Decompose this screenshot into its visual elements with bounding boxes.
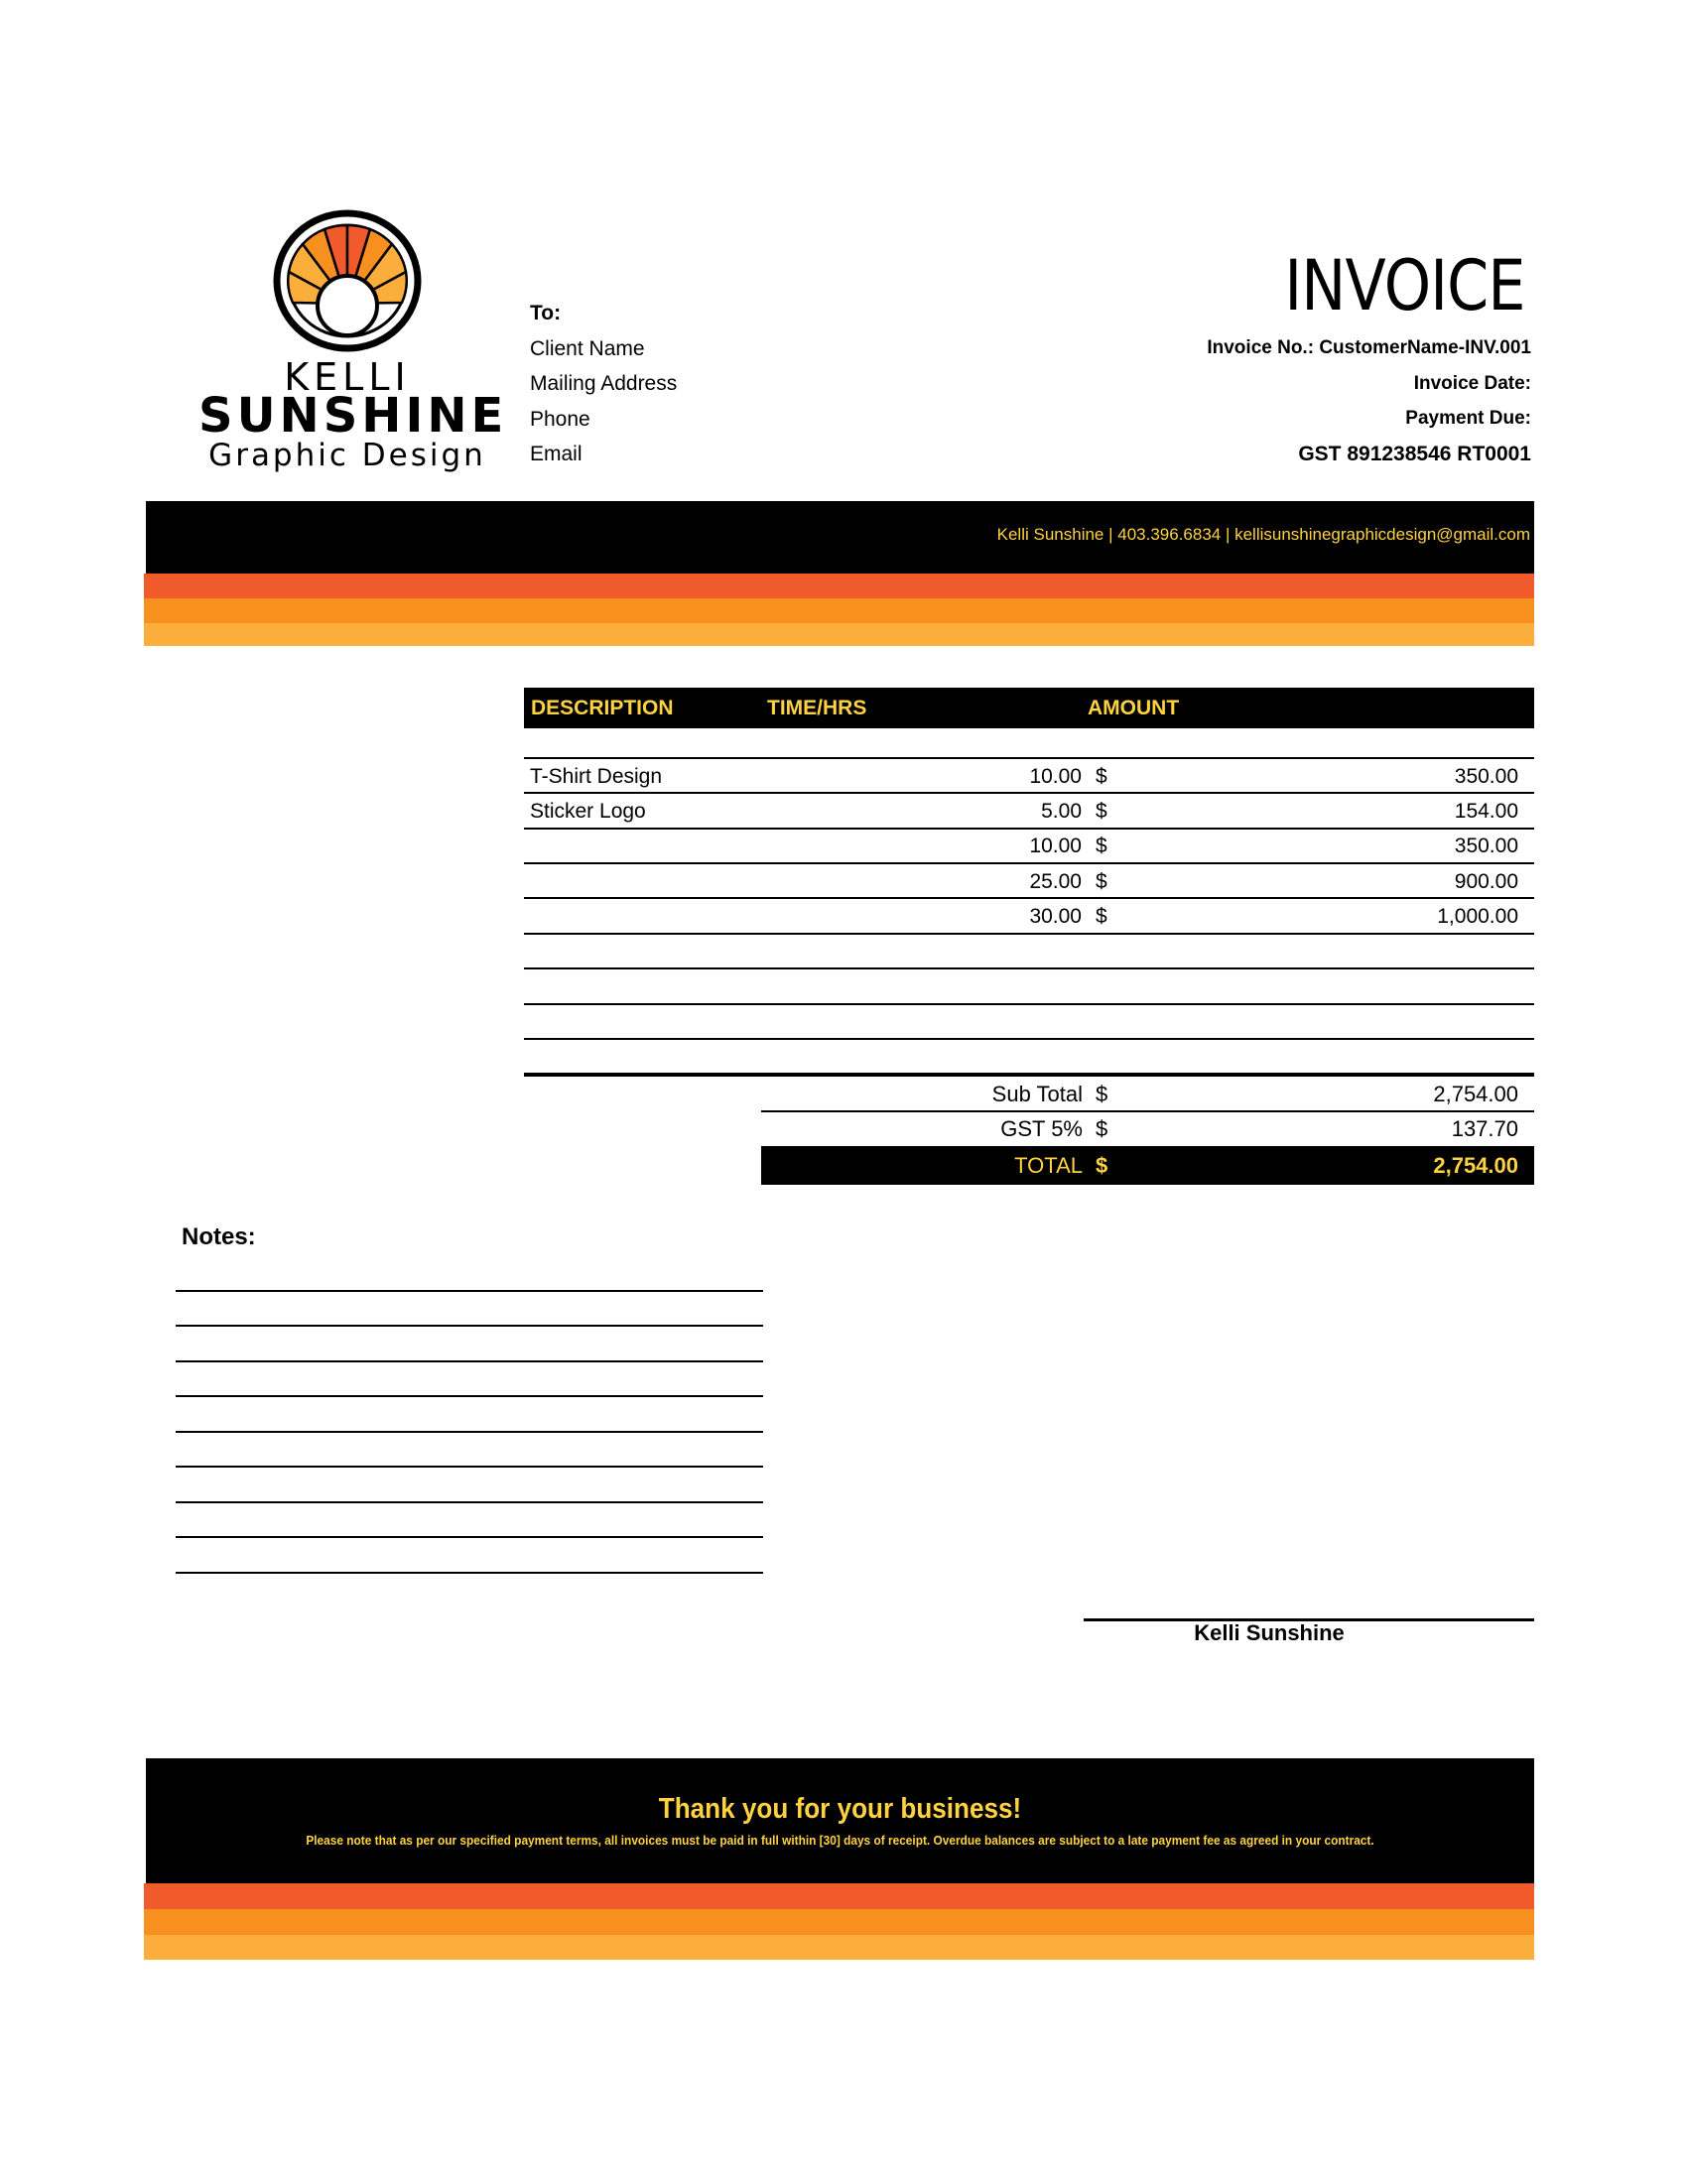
gst-value: 137.70: [1451, 1116, 1518, 1141]
row-hours: 30.00: [1029, 905, 1082, 928]
total-label: TOTAL: [1014, 1153, 1083, 1178]
recipient-block: [530, 296, 927, 472]
logo-text-graphic-design: Graphic Design: [208, 438, 486, 473]
to-label: To:: [530, 302, 562, 324]
table-rule: [524, 1038, 1534, 1040]
row-description: T-Shirt Design: [530, 765, 663, 788]
table-row[interactable]: [524, 759, 1534, 793]
row-currency: $: [1096, 765, 1107, 788]
invoice-title: INVOICE: [1284, 245, 1525, 326]
logo-text-kelli: KELLI: [284, 355, 411, 399]
gst-row: [761, 1111, 1534, 1145]
footer-bar: [146, 1758, 1534, 1883]
notes-line[interactable]: [176, 1501, 763, 1503]
subtotal-row: [761, 1077, 1534, 1110]
table-row[interactable]: [524, 829, 1534, 862]
total-currency: $: [1096, 1153, 1108, 1178]
table-row[interactable]: [524, 794, 1534, 828]
gst-currency: $: [1096, 1116, 1108, 1141]
total-row: [761, 1146, 1534, 1185]
total-value: 2,754.00: [1433, 1153, 1518, 1178]
row-hours: 10.00: [1029, 765, 1082, 788]
table-row[interactable]: [524, 864, 1534, 898]
items-table-header: [524, 688, 1534, 728]
column-header-amount: AMOUNT: [1088, 697, 1180, 719]
table-rule: [524, 1003, 1534, 1005]
footer-stripe-orange: [144, 1909, 1534, 1935]
signature-name: Kelli Sunshine: [1194, 1620, 1345, 1645]
client-name-field[interactable]: Client Name: [530, 336, 645, 360]
row-description: Sticker Logo: [530, 800, 646, 823]
invoice-number[interactable]: Invoice No.: CustomerName-INV.001: [1207, 337, 1531, 358]
thank-you-message: Thank you for your business!: [658, 1793, 1022, 1825]
table-rule: [524, 967, 1534, 969]
row-hours: 25.00: [1029, 870, 1082, 893]
contact-bar: [146, 501, 1534, 574]
sunburst-logo-icon: [263, 208, 432, 357]
phone-field[interactable]: Phone: [530, 407, 590, 431]
notes-line[interactable]: [176, 1572, 763, 1574]
row-amount: 350.00: [1454, 835, 1518, 857]
row-currency: $: [1096, 800, 1107, 823]
footer-stripe-red: [144, 1883, 1534, 1909]
row-amount: 900.00: [1454, 870, 1518, 893]
logo-text-sunshine: SUNSHINE: [198, 388, 508, 444]
payment-due-label[interactable]: Payment Due:: [1405, 408, 1531, 429]
row-currency: $: [1096, 905, 1107, 928]
row-currency: $: [1096, 835, 1107, 857]
notes-line[interactable]: [176, 1431, 763, 1433]
column-header-description: DESCRIPTION: [531, 697, 674, 719]
mailing-address-field[interactable]: Mailing Address: [530, 372, 678, 395]
row-hours: 10.00: [1029, 835, 1082, 857]
header-stripe-red: [144, 574, 1534, 598]
notes-line[interactable]: [176, 1466, 763, 1468]
payment-terms: Please note that as per our specified payment terms, all invoices must be paid in full within [30] days of receipt. Overdue balances are subject to a late payment fee as agreed in your contract.: [306, 1834, 1374, 1848]
table-row[interactable]: [524, 899, 1534, 933]
column-header-hours: TIME/HRS: [767, 697, 867, 719]
row-currency: $: [1096, 870, 1107, 893]
table-rule: [524, 933, 1534, 935]
notes-line[interactable]: [176, 1395, 763, 1397]
row-amount: 154.00: [1454, 800, 1518, 823]
footer-stripe-yellow: [144, 1935, 1534, 1960]
gst-label: GST 5%: [1000, 1116, 1083, 1141]
row-hours: 5.00: [1041, 800, 1082, 823]
gst-number: GST 891238546 RT0001: [1298, 442, 1531, 465]
email-field[interactable]: Email: [530, 443, 583, 465]
header-stripe-yellow: [144, 623, 1534, 646]
notes-label: Notes:: [182, 1223, 256, 1250]
notes-line[interactable]: [176, 1360, 763, 1362]
notes-line[interactable]: [176, 1536, 763, 1538]
notes-line[interactable]: [176, 1325, 763, 1327]
row-amount: 1,000.00: [1437, 905, 1518, 928]
contact-info: Kelli Sunshine | 403.396.6834 | kellisunshinegraphicdesign@gmail.com: [996, 525, 1530, 544]
subtotal-value: 2,754.00: [1433, 1082, 1518, 1106]
invoice-date-label[interactable]: Invoice Date:: [1413, 372, 1531, 394]
subtotal-label: Sub Total: [991, 1082, 1083, 1106]
invoice-meta: [1207, 330, 1531, 471]
row-amount: 350.00: [1454, 765, 1518, 788]
company-logo: [198, 203, 508, 473]
subtotal-currency: $: [1096, 1082, 1108, 1106]
notes-line[interactable]: [176, 1290, 763, 1292]
header-stripe-orange: [144, 598, 1534, 623]
